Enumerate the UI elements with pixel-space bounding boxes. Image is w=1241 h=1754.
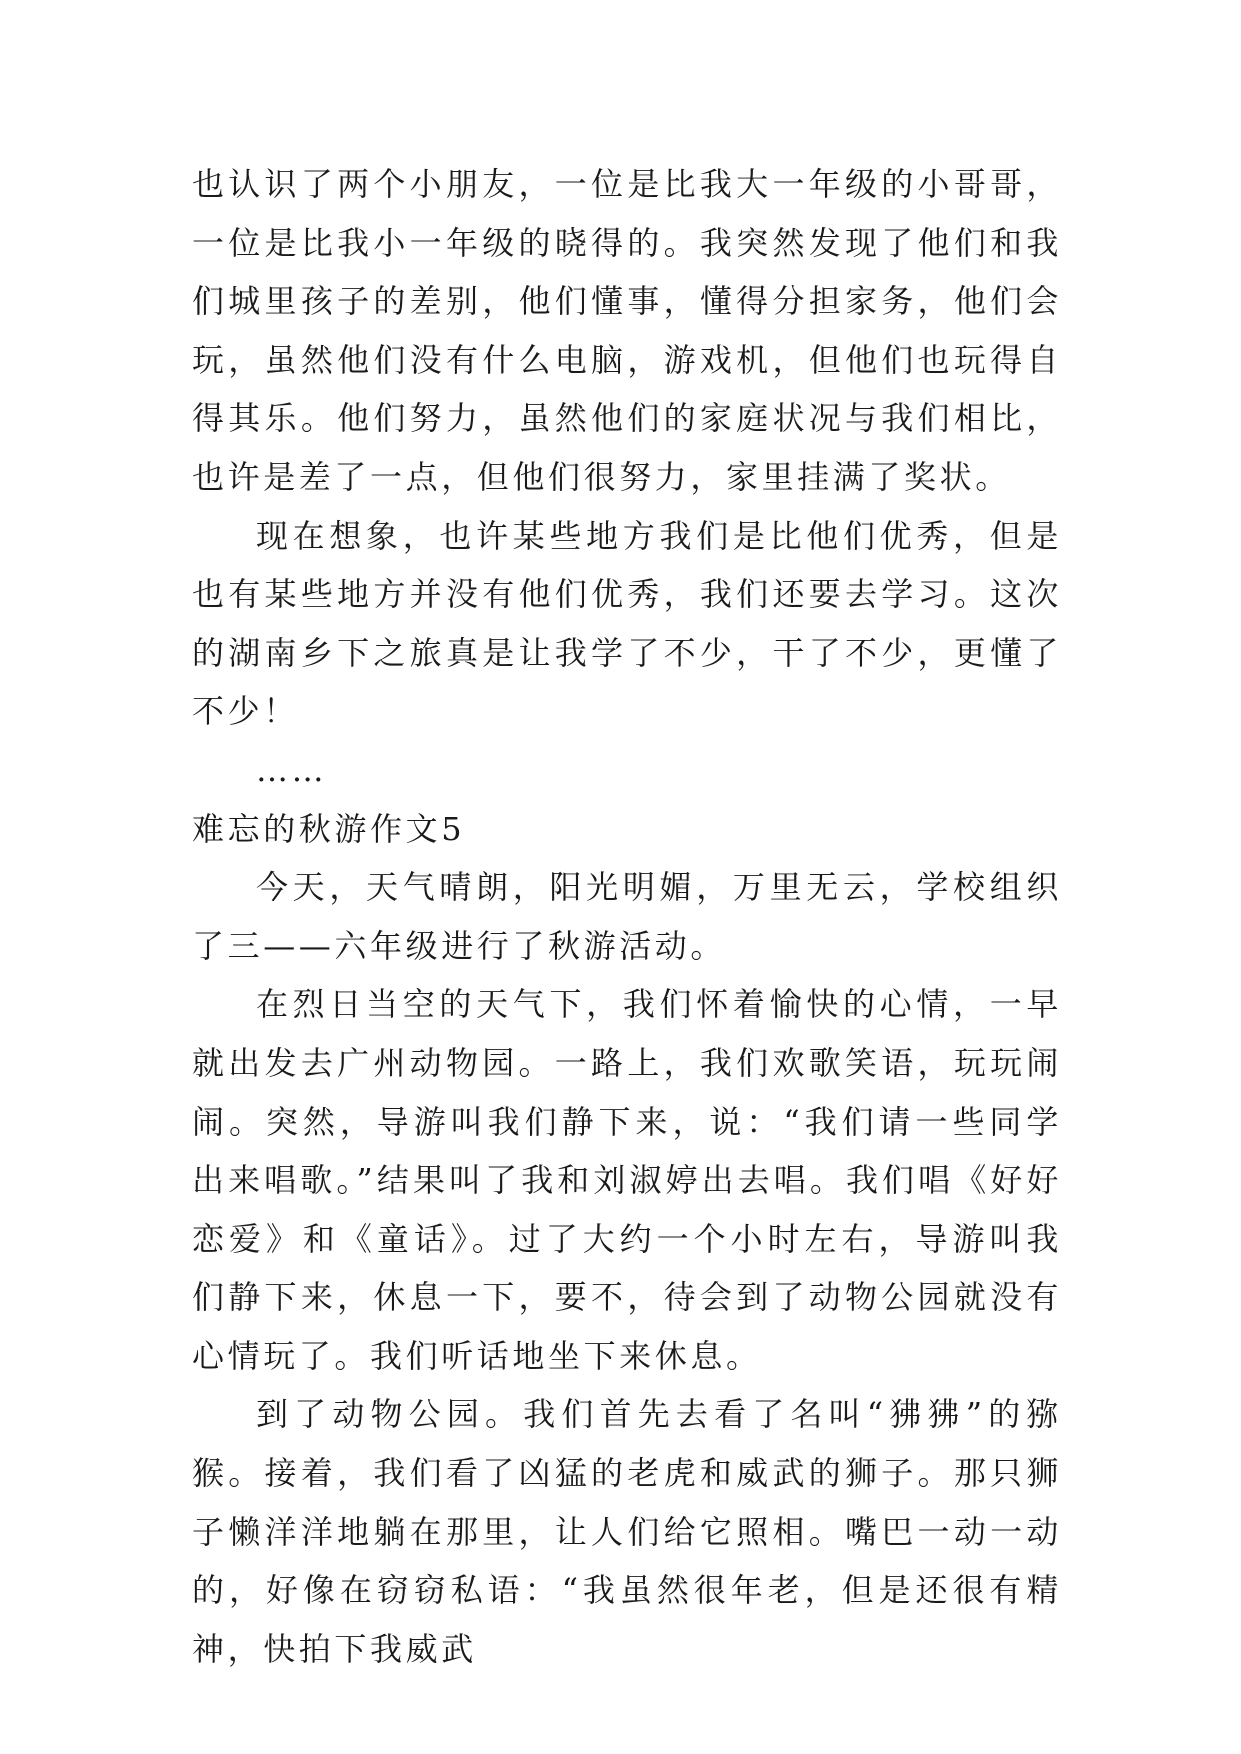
section-title: 难忘的秋游作文5	[192, 809, 466, 848]
paragraph-friends: 也认识了两个小朋友，一位是比我大一年级的小哥哥，一位是比我小一年级的晓得的。我突然发现了他们和我们城里孩子的差别，他们懂事，懂得分担家务，他们会玩，虽然他们没有什么电脑，游戏机，但他们也玩得自得其乐。他们努力，虽然他们的家庭状况与我们相比，也许是差了一点，但他们很努力，家里挂满了奖状。	[192, 165, 1062, 496]
paragraph-ellipsis: ……	[256, 750, 328, 789]
document-body	[192, 155, 1062, 1678]
paragraph-zoo: 到了动物公园。我们首先去看了名叫“狒狒”的猕猴。接着，我们看了凶猛的老虎和威武的狮子。那只狮子懒洋洋地躺在那里，让人们给它照相。嘴巴一动一动的，好像在窃窃私语：“我虽然很年老，但是还很有精神，快拍下我威武	[192, 1395, 1062, 1668]
paragraph-reflection: 现在想象，也许某些地方我们是比他们优秀，但是也有某些地方并没有他们优秀，我们还要去学习。这次的湖南乡下之旅真是让我学了不少，干了不少，更懂了不少！	[192, 516, 1062, 731]
paragraph-bus-trip: 在烈日当空的天气下，我们怀着愉快的心情，一早就出发去广州动物园。一路上，我们欢歌笑语，玩玩闹闹。突然，导游叫我们静下来，说：“我们请一些同学出来唱歌。”结果叫了我和刘淑婷出去唱。我们唱《好好恋爱》和《童话》。过了大约一个小时左右，导游叫我们静下来，休息一下，要不，待会到了动物公园就没有心情玩了。我们听话地坐下来休息。	[192, 985, 1062, 1375]
paragraph-weather: 今天，天气晴朗，阳光明媚，万里无云，学校组织了三——六年级进行了秋游活动。	[192, 868, 1062, 965]
